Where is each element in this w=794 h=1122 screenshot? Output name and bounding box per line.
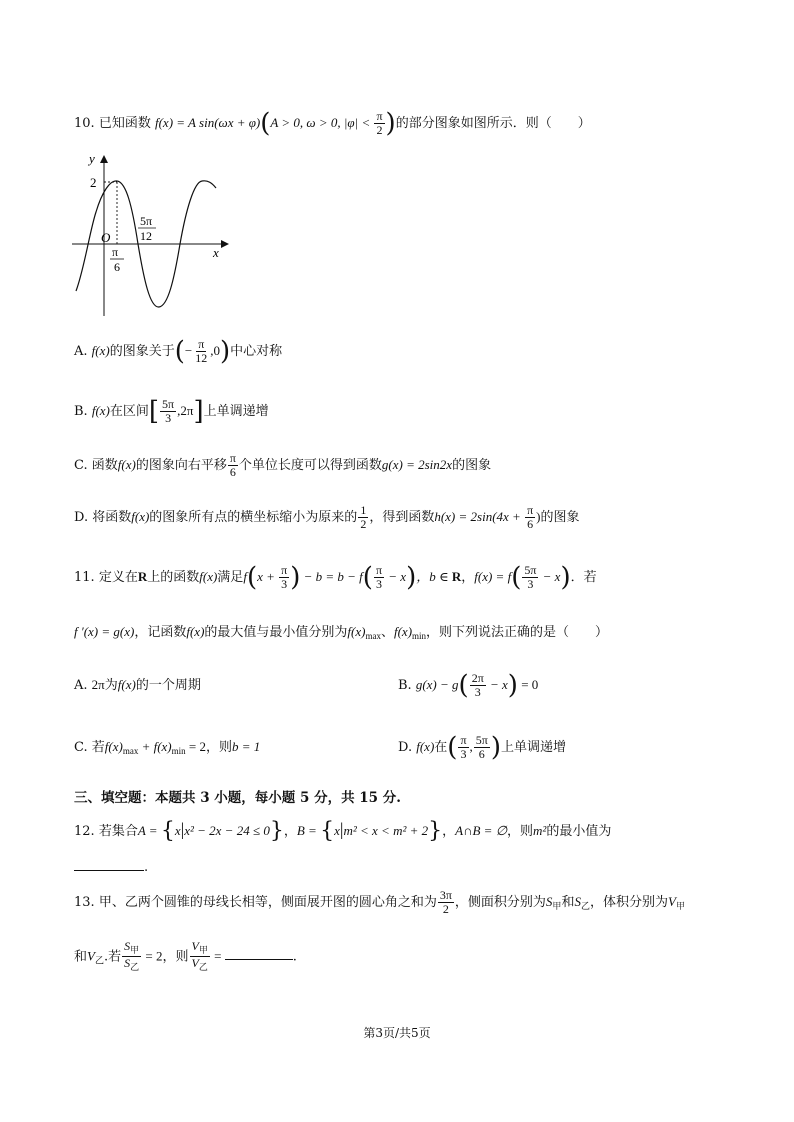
tick-pi6-num: π [112, 245, 119, 259]
2pi-over-3: $\frac{2\pi}{3}$ [471, 671, 484, 699]
s-ratio: $\frac{S_甲}{S_乙}$ [124, 939, 140, 974]
q10-option-d: D. 将函数f(x)的图象所有点的横坐标缩小为原来的 $\frac{1}{2}$ ，得到函数h(x) = 2sin(4x + $\frac{\pi}{6}$ )的图象 [74, 503, 580, 531]
5pi-over-3: $\frac{5\pi}{3}$ [524, 563, 537, 591]
option-label: A. [74, 678, 88, 693]
q10-function: f(x) = A sin(ωx + φ) [154, 115, 261, 130]
pi-over-6: $\frac{\pi}{6}$ [229, 451, 236, 479]
q10-option-a: A. f(x)的图象关于(− $\frac{\pi}{12}$ ,0)中心对称 [74, 336, 283, 367]
pi-over-3: $\frac{\pi}{3}$ [460, 733, 467, 761]
q13-line1: 13. 甲、乙两个圆锥的母线长相等，侧面展开图的圆心角之和为 $\frac{3\pi}{2}$ ，侧面积分别为$S_甲$和$S_乙$，体积分别为$V_甲$ [74, 888, 685, 916]
page-footer: 第3页/共5页 [363, 1026, 431, 1040]
pi-over-3: $\frac{\pi}{3}$ [375, 563, 383, 591]
paren-right: ) [385, 108, 396, 139]
y-axis-label: y [89, 151, 95, 166]
one-half: $\frac{1}{2}$ [360, 503, 367, 531]
3pi-over-2: $\frac{3\pi}{2}$ [439, 888, 452, 916]
q10-option-b: B. f(x)在区间[ $\frac{5\pi}{3}$ ,2π]上单调递增 [74, 396, 269, 427]
option-label: D. [398, 740, 413, 755]
q12-number: 12. [74, 824, 95, 839]
pi-over-3: $\frac{\pi}{3}$ [281, 563, 288, 591]
v-ratio: $\frac{V_甲}{V_乙}$ [191, 939, 208, 974]
option-label: B. [398, 678, 412, 693]
tick-5pi12-den: 12 [140, 229, 152, 243]
q11-number: 11. [74, 570, 95, 585]
q12-answer-line: . [74, 858, 148, 875]
pi-over-6: $\frac{\pi}{6}$ [527, 503, 534, 531]
option-label: B. [74, 404, 88, 419]
paren-left: ( [260, 108, 271, 139]
5pi-over-6: $\frac{5\pi}{6}$ [475, 733, 488, 761]
q11-option-c: C. 若$f(x)_{max} + f(x)_{min} = 2$，则b = 1 [74, 739, 261, 756]
max-value-label: 2 [90, 175, 97, 190]
q10-number: 10. [74, 116, 95, 131]
5pi-over-3: $\frac{5\pi}{3}$ [162, 397, 175, 425]
q11-line1: 11. 定义在R上的函数f(x)满足f(x + $\frac{\pi}{3}$ ) − b = b − f( $\frac{\pi}{3}$ − x)，b ∈ R，f(x) = f( $\frac{5\pi}{3}$ − x)．若 [74, 562, 597, 593]
tick-pi6-den: 6 [114, 260, 120, 274]
answer-blank [74, 858, 144, 871]
q11-option-d: D. f(x)在( $\frac{\pi}{3}$ , $\frac{5\pi}{6}$ )上单调递增 [398, 732, 566, 763]
x-axis-label: x [213, 245, 219, 260]
option-label: A. [74, 344, 88, 359]
tick-5pi12-num: 5π [140, 214, 153, 228]
q11-line2: f ′(x) = g(x)，记函数f(x)的最大值与最小值分别为$f(x)_{max}$、$f(x)_{min}$，则下列说法正确的是（ ） [74, 624, 609, 641]
option-label: C. [74, 458, 88, 473]
origin-label: O [101, 230, 111, 245]
pi-over-2: $\frac{\pi}{2}$ [376, 109, 383, 137]
q10-option-c: C. 函数f(x)的图象向右平移 $\frac{\pi}{6}$ 个单位长度可以得到函数g(x) = 2sin2x的图象 [74, 451, 492, 479]
section-heading: 三、填空题：本题共 3 小题，每小题 5 分，共 15 分. [74, 790, 401, 806]
sine-graph [66, 150, 236, 320]
option-label: C. [74, 740, 88, 755]
q13-line2: 和$V_乙$.若 $\frac{S_甲}{S_乙}$ = 2，则 $\frac{V_甲}{V_乙}$ = . [74, 939, 297, 974]
pi-over-12: $\frac{\pi}{12}$ [195, 337, 208, 365]
q13-number: 13. [74, 895, 95, 910]
q12-line1: 12. 若集合A = {x|x² − 2x − 24 ≤ 0}，B = {x|m² < x < m² + 2}，A∩B = ∅，则m²的最小值为 [74, 818, 612, 844]
q11-option-b: B. g(x) − g( $\frac{2\pi}{3}$ − x) = 0 [398, 670, 539, 701]
answer-blank [225, 949, 293, 960]
q10-stem-text-a: 已知函数 [98, 116, 151, 131]
q11-option-a: A. 2π为f(x)的一个周期 [74, 677, 201, 693]
option-label: D. [74, 510, 89, 525]
q10-stem-text-b: 的部分图象如图所示．则（ ） [395, 116, 591, 131]
q10-stem [74, 110, 591, 137]
q10-condition: A > 0, ω > 0, |φ| < [270, 115, 374, 130]
